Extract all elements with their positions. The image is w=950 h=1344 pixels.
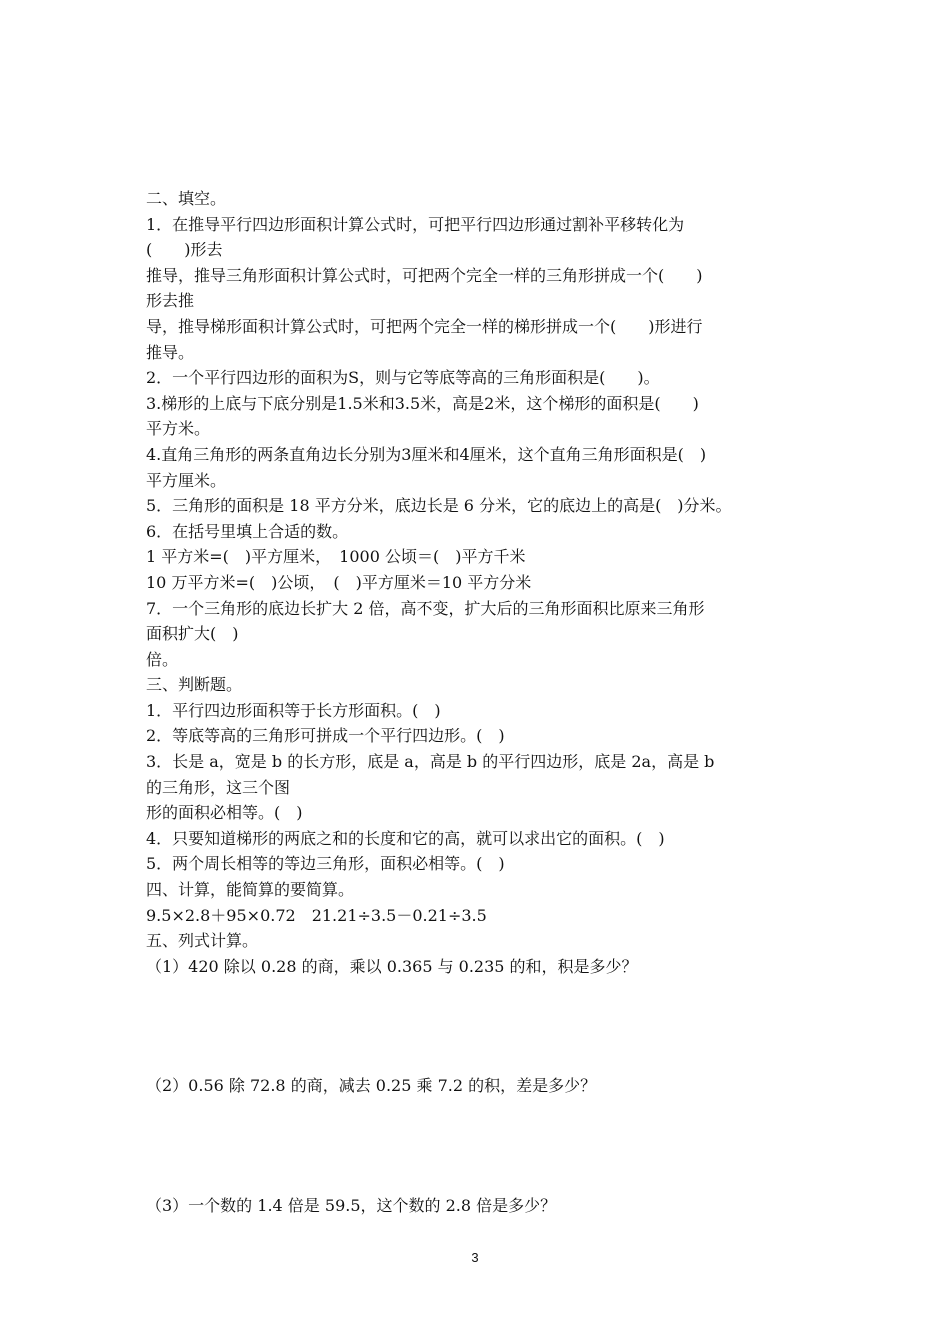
word-problem-2: （2）0.56 除 72.8 的商，减去 0.25 乘 7.2 的积，差是多少？ [146,1076,597,1096]
fill-in-line: 6．在括号里填上合适的数。 [146,521,349,541]
word-problem-3: （3）一个数的 1.4 倍是 59.5，这个数的 2.8 倍是多少？ [146,1196,557,1215]
fill-in-line: 倍。 [146,649,179,669]
word-problem-1: （1）420 除以 0.28 的商，乘以 0.365 与 0.235 的和，积是多少？ [146,956,638,976]
true-false-line: 4．只要知道梯形的两底之和的长度和它的高，就可以求出它的面积。( ) [146,828,665,848]
true-false-line: 5．两个周长相等的等边三角形，面积必相等。( ) [146,854,505,874]
page-content [146,186,818,1219]
true-false-line: 形的面积必相等。( ) [146,803,303,823]
fill-in-line: 导，推导梯形面积计算公式时，可把两个完全一样的梯形拼成一个( )形进行 [146,316,703,336]
fill-in-line: 1 平方米=( )平方厘米， 1000 公顷＝( )平方千米 [146,547,526,567]
fill-in-line: 7．一个三角形的底边长扩大 2 倍，高不变，扩大后的三角形面积比原来三角形 [146,598,705,618]
section-heading-true-false: 三、判断题。 [146,675,243,695]
answer-space [146,979,818,1073]
fill-in-line: 推导，推导三角形面积计算公式时，可把两个完全一样的三角形拼成一个( ) [146,265,703,285]
true-false-line: 1．平行四边形面积等于长方形面积。( ) [146,700,441,720]
calculation-expression: 9.5×2.8＋95×0.72 21.21÷3.5－0.21÷3.5 [146,905,487,925]
section-heading-word-problems: 五、列式计算。 [146,931,259,951]
section-heading-calculation: 四、计算，能简算的要简算。 [146,880,355,900]
fill-in-line: 面积扩大( ) [146,624,239,644]
fill-in-line: 平方厘米。 [146,470,227,490]
true-false-line: 2．等底等高的三角形可拼成一个平行四边形。( ) [146,726,505,746]
true-false-line: 的三角形，这三个图 [146,777,291,797]
page-number: 3 [471,1250,479,1265]
fill-in-line: 3.梯形的上底与下底分别是1.5米和3.5米，高是2米，这个梯形的面积是( ) [146,393,699,413]
fill-in-line: 形去推 [146,291,195,311]
fill-in-line: 2．一个平行四边形的面积为S，则与它等底等高的三角形面积是( )。 [146,368,660,388]
fill-in-line: 推导。 [146,342,195,362]
fill-in-line: 10 万平方米=( )公顷， ( )平方厘米＝10 平方分米 [146,572,532,592]
true-false-line: 3．长是 a，宽是 b 的长方形，底是 a，高是 b 的平行四边形，底是 2a，高是 b [146,752,715,772]
section-heading-fill-in: 二、填空。 [146,189,227,208]
fill-in-line: 5．三角形的面积是 18 平方分米，底边长是 6 分米，它的底边上的高是( )分米。 [146,496,732,516]
fill-in-line: ( )形去 [146,240,223,260]
fill-in-line: 平方米。 [146,419,211,439]
fill-in-line: 1．在推导平行四边形面积计算公式时，可把平行四边形通过割补平移转化为 [146,214,685,234]
fill-in-line: 4.直角三角形的两条直角边长分别为3厘米和4厘米，这个直角三角形面积是( ) [146,444,707,464]
answer-space [146,1099,818,1193]
